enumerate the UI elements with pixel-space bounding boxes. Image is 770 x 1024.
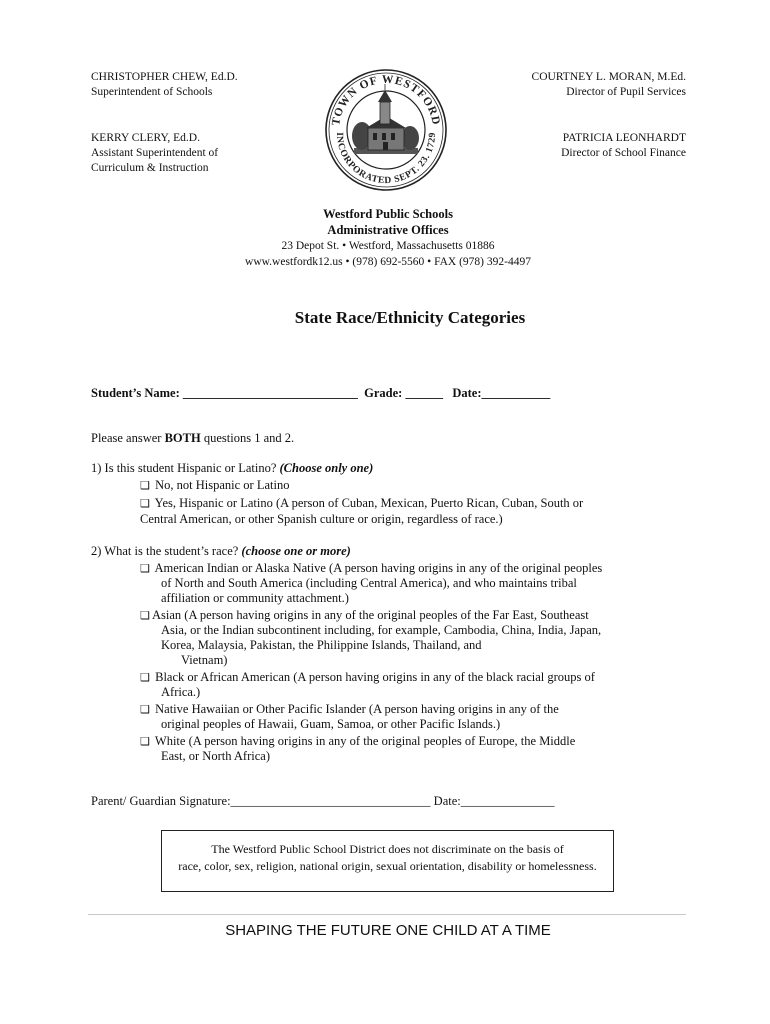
office-contact: www.westfordk12.us • (978) 692-5560 • FAX (978) 392-4497	[245, 256, 531, 268]
q1-option-yes-continued: Central American, or other Spanish culture or origin, regardless of race.)	[140, 512, 503, 526]
checkbox-icon[interactable]: ❑	[140, 498, 150, 510]
question-1	[91, 460, 373, 476]
q2-option-asian-line-4: Vietnam)	[181, 653, 228, 667]
date-label: Date:	[442, 386, 482, 400]
notice-line-2: race, color, sex, religion, national origin, sexual orientation, disability or homelessness.	[178, 859, 597, 873]
q2-option-american-indian-line-2: of North and South America (including Central America), and who maintains tribal	[161, 576, 577, 590]
footer-tagline: SHAPING THE FUTURE ONE CHILD AT A TIME	[225, 922, 551, 939]
q2-option-native-hawaiian-line-2: original peoples of Hawaii, Guam, Samoa, or other Pacific Islands.)	[161, 717, 501, 731]
q2-option-black[interactable]	[140, 669, 595, 686]
assistant-superintendent-title-line-2: Curriculum & Instruction	[91, 162, 209, 174]
question-1-text: 1) Is this student Hispanic or Latino?	[91, 461, 280, 475]
student-name-label: Student’s Name:	[91, 386, 183, 400]
school-finance-director-name: PATRICIA LEONHARDT	[562, 132, 686, 144]
pupil-services-block	[532, 70, 686, 100]
signature-label: Parent/ Guardian Signature:	[91, 794, 231, 808]
signature-date-label: Date:	[430, 794, 461, 808]
q2-option-asian-line-2: Asia, or the Indian subcontinent including, for example, Cambodia, China, India, Japan,	[161, 623, 602, 637]
checkbox-icon[interactable]: ❑	[140, 610, 150, 622]
question-2-hint: (choose one or more)	[241, 544, 351, 558]
q1-option-no[interactable]	[140, 477, 289, 494]
superintendent-title: Superintendent of Schools	[91, 86, 213, 98]
checkbox-icon[interactable]: ❑	[140, 480, 150, 492]
student-info-line	[91, 385, 550, 401]
assistant-superintendent-name: KERRY CLERY, Ed.D.	[91, 132, 200, 144]
pupil-services-director-name: COURTNEY L. MORAN, M.Ed.	[531, 71, 686, 83]
grade-field[interactable]: ______	[405, 386, 443, 400]
checkbox-icon[interactable]: ❑	[140, 704, 150, 716]
town-seal-logo	[324, 68, 448, 192]
q2-option-asian-line-3: Korea, Malaysia, Pakistan, the Philippine Islands, Thailand, and	[161, 638, 482, 652]
superintendent-name: CHRISTOPHER CHEW, Ed.D.	[91, 71, 238, 83]
q2-option-native-hawaiian-label: Native Hawaiian or Other Pacific Islander (A person having origins in any of the	[155, 702, 559, 716]
student-name-field[interactable]: ____________________________	[182, 386, 358, 400]
q2-option-white-line-2: East, or North Africa)	[161, 749, 270, 763]
district-name: Westford Public Schools	[323, 207, 453, 221]
q2-option-black-line-2: Africa.)	[161, 685, 201, 699]
seal-top-text: TOWN OF WESTFORD	[330, 73, 442, 127]
seal-bottom-text: INCORPORATED SEPT. 23. 1729	[333, 132, 439, 187]
assistant-superintendent-title-line-1: Assistant Superintendent of	[91, 147, 219, 159]
church-illustration	[352, 84, 419, 154]
office-address: 23 Depot St. • Westford, Massachusetts 01886	[281, 240, 495, 252]
question-1-hint: (Choose only one)	[279, 461, 374, 475]
footer-divider	[88, 914, 686, 915]
q2-option-asian-label: Asian (A person having origins in any of the original peoples of the Far East, Southeast	[152, 608, 589, 622]
checkbox-icon[interactable]: ❑	[140, 563, 150, 575]
instruction-text: Please answer	[91, 431, 165, 445]
signature-field[interactable]: ________________________________	[230, 794, 431, 808]
office-block	[0, 206, 770, 270]
question-2-text: 2) What is the student’s race?	[91, 544, 242, 558]
q2-option-white-label: White (A person having origins in any of the original peoples of Europe, the Middle	[154, 734, 576, 748]
q1-option-yes-label: Yes, Hispanic or Latino (A person of Cuban, Mexican, Puerto Rican, Cuban, South or	[154, 496, 584, 510]
q2-option-black-label: Black or African American (A person having origins in any of the black racial groups of	[155, 670, 595, 684]
checkbox-icon[interactable]: ❑	[140, 672, 150, 684]
superintendent-block	[91, 70, 238, 100]
date-field[interactable]: ___________	[481, 386, 551, 400]
school-finance-block	[561, 131, 686, 161]
question-2	[91, 543, 351, 559]
pupil-services-director-title: Director of Pupil Services	[566, 86, 686, 98]
assistant-superintendent-block	[91, 131, 218, 176]
checkbox-icon[interactable]: ❑	[140, 736, 150, 748]
notice-line-1: The Westford Public School District does not discriminate on the basis of	[211, 842, 564, 856]
school-finance-director-title: Director of School Finance	[561, 147, 686, 159]
instruction-emphasis: BOTH	[164, 431, 201, 445]
q1-option-no-label: No, not Hispanic or Latino	[155, 478, 290, 492]
signature-date-field[interactable]: _______________	[460, 794, 555, 808]
signature-line	[91, 793, 555, 809]
form-title: State Race/Ethnicity Categories	[294, 308, 526, 327]
instruction-line	[91, 430, 294, 446]
instruction-text-end: questions 1 and 2.	[200, 431, 295, 445]
office-name: Administrative Offices	[327, 223, 449, 237]
q2-option-american-indian-label: American Indian or Alaska Native (A person having origins in any of the original peoples	[154, 561, 603, 575]
grade-label: Grade:	[357, 386, 406, 400]
q1-option-yes[interactable]	[140, 495, 583, 512]
q2-option-american-indian-line-3: affiliation or community attachment.)	[161, 591, 349, 605]
town-seal-graphic	[324, 68, 448, 192]
non-discrimination-notice	[161, 830, 614, 892]
